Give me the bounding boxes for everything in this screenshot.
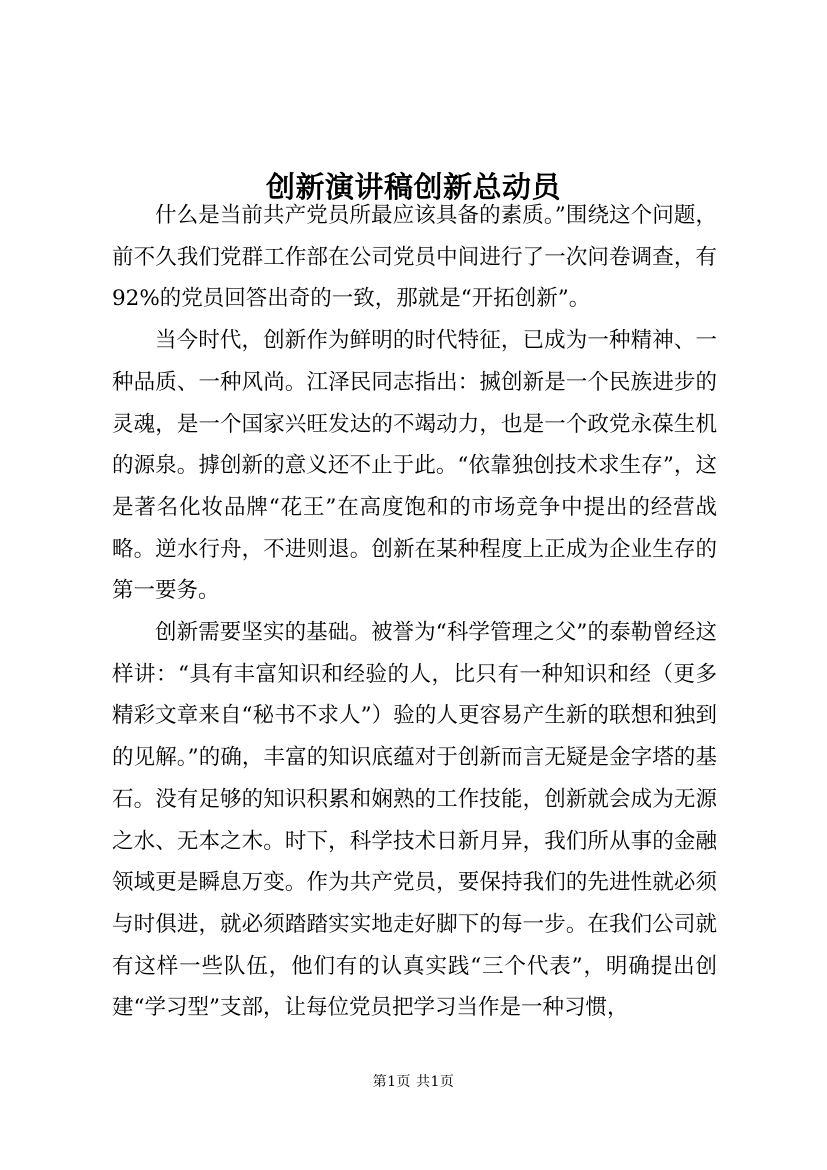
paragraph-3: 创新需要坚实的基础。被誉为“科学管理之父”的泰勒曾经这样讲：“具有丰富知识和经验的人，比只有一种知识和经（更多精彩文章来自“秘书不求人”）验的人更容易产生新的联想和独到的见解。”的确，丰富的知识底蕴对于创新而言无疑是金字塔的基石。没有足够的知识积累和娴熟的工作技能，创新就会成为无源之水、无本之木。时下，科学技术日新月异，我们所从事的金融领域更是瞬息万变。作为共产党员，要保持我们的先进性就必须与时俱进，就必须踏踏实实地走好脚下的每一步。在我们公司就有这样一些队伍，他们有的认真实践“三个代表”，明确提出创建“学习型”支部，让每位党员把学习当作是一种习惯，: [112, 620, 717, 1021]
paragraph-2: 当今时代，创新作为鲜明的时代特征，已成为一种精神、一种品质、一种风尚。江泽民同志指出：搣创新是一个民族进步的灵魂，是一个国家兴旺发达的不竭动力，也是一个政党永葆生机的源泉。摢创新的意义还不止于此。“依靠独创技术求生存”，这是著名化妆品牌“花王”在高度饱和的市场竞争中提出的经营战略。逆水行舟，不进则退。创新在某种程度上正成为企业生存的第一要务。: [112, 328, 717, 604]
paragraph-1: 什么是当前共产党员所最应该具备的素质。”围绕这个问题，前不久我们党群工作部在公司党员中间进行了一次问卷调查，有92%的党员回答出奇的一致，那就是“开拓创新”。: [112, 203, 717, 312]
document-body: [112, 195, 717, 1029]
document-title: 创新演讲稿创新总动员: [265, 170, 561, 205]
page-footer: 第1页 共1页: [372, 1074, 455, 1090]
